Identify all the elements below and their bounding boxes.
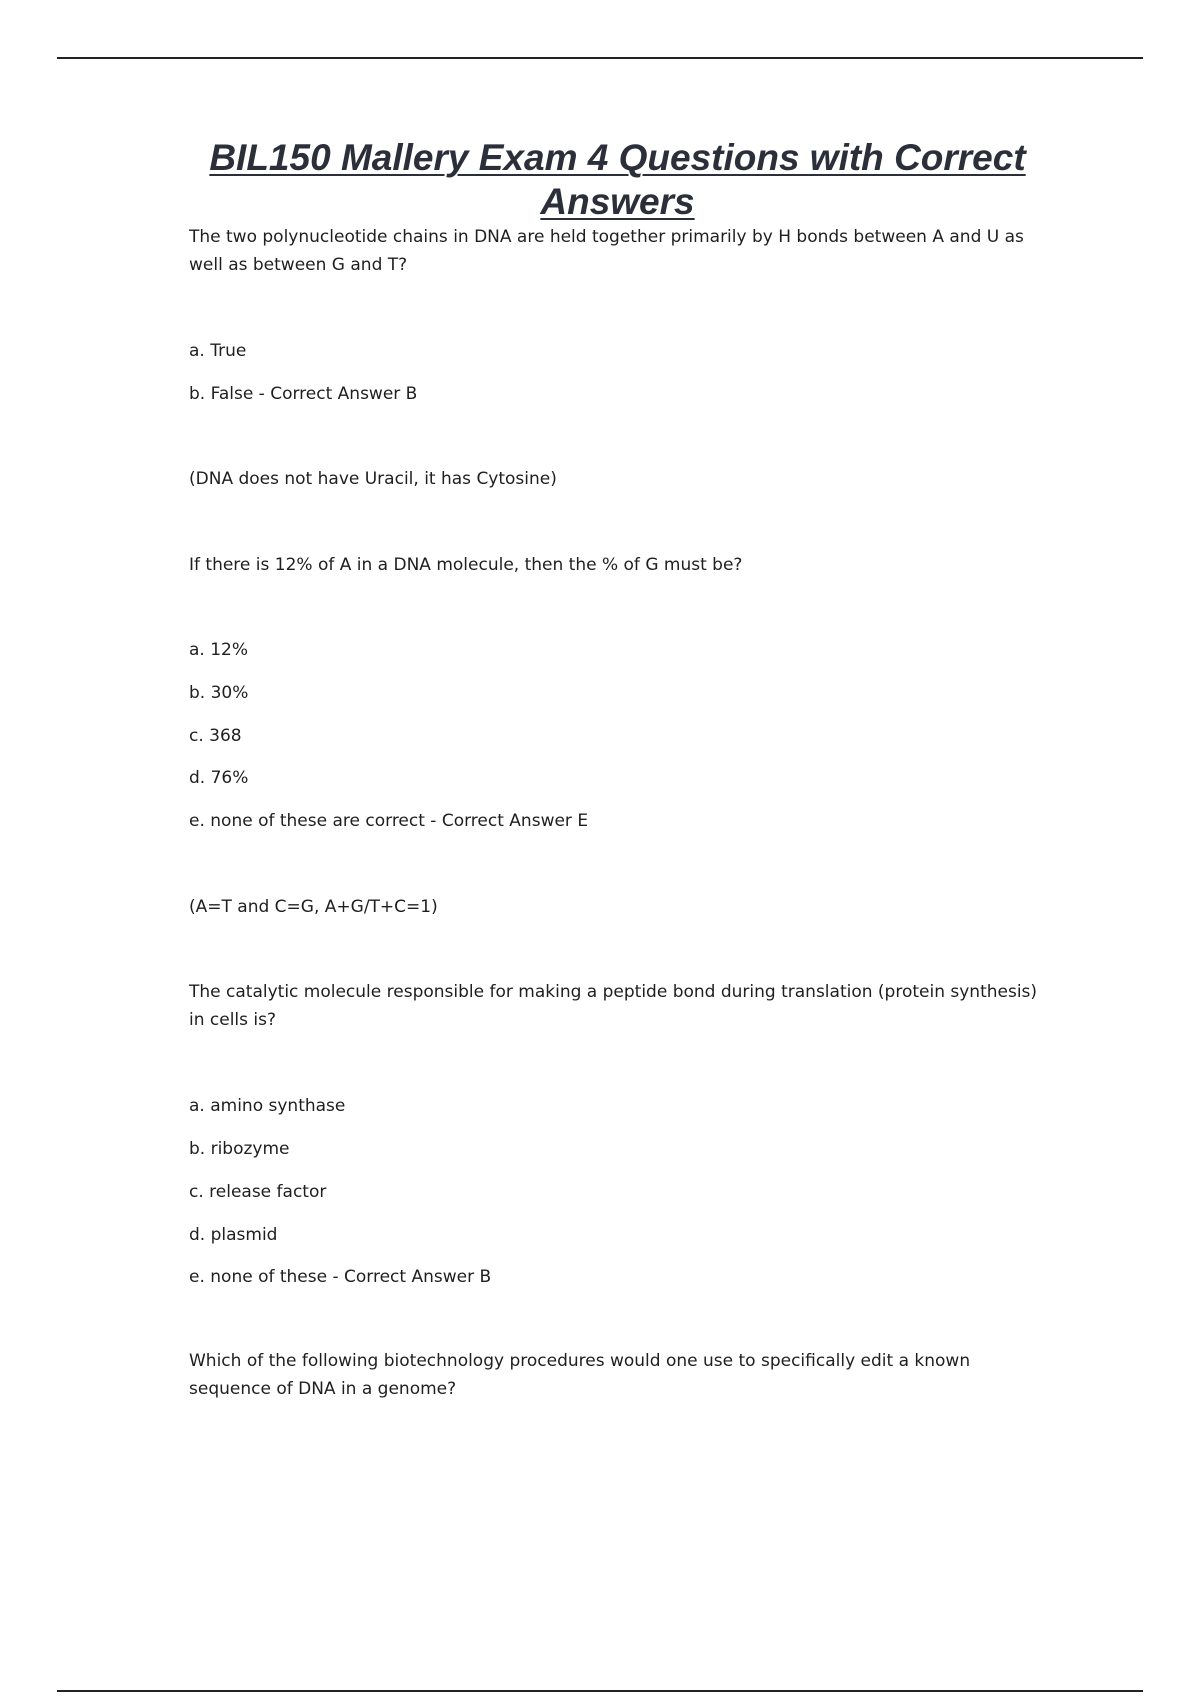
question-2-text: If there is 12% of A in a DNA molecule, then the % of G must be? [189,555,743,575]
question-2-option-e: e. none of these are correct - Correct Answer E [189,811,589,831]
question-3-option-d: d. plasmid [189,1225,278,1245]
question-2-option-a: a. 12% [189,640,249,660]
document-title: BIL150 Mallery Exam 4 Questions with Correct Answers [209,137,1026,222]
question-3-text: The catalytic molecule responsible for making a peptide bond during translation (protein synthesis) in cells is? [189,982,1038,1030]
question-1-option-a: a. True [189,341,247,361]
question-1-option-b: b. False - Correct Answer B [189,384,418,404]
question-2-option-d: d. 76% [189,768,249,788]
question-2-option-b: b. 30% [189,683,249,703]
bottom-rule [57,1690,1143,1692]
question-1-explanation: (DNA does not have Uracil, it has Cytosine) [189,469,557,489]
question-4-text: Which of the following biotechnology procedures would one use to specifically edit a known sequence of DNA in a genome? [189,1351,971,1399]
question-3-option-a: a. amino synthase [189,1096,346,1116]
question-3-option-e: e. none of these - Correct Answer B [189,1267,492,1287]
top-rule [57,57,1143,59]
question-1-text: The two polynucleotide chains in DNA are held together primarily by H bonds between A and U as well as between G and T? [189,227,1024,275]
question-3-option-b: b. ribozyme [189,1139,290,1159]
question-3-option-c: c. release factor [189,1182,327,1202]
question-2-explanation: (A=T and C=G, A+G/T+C=1) [189,897,438,917]
question-2-option-c: c. 368 [189,726,242,746]
